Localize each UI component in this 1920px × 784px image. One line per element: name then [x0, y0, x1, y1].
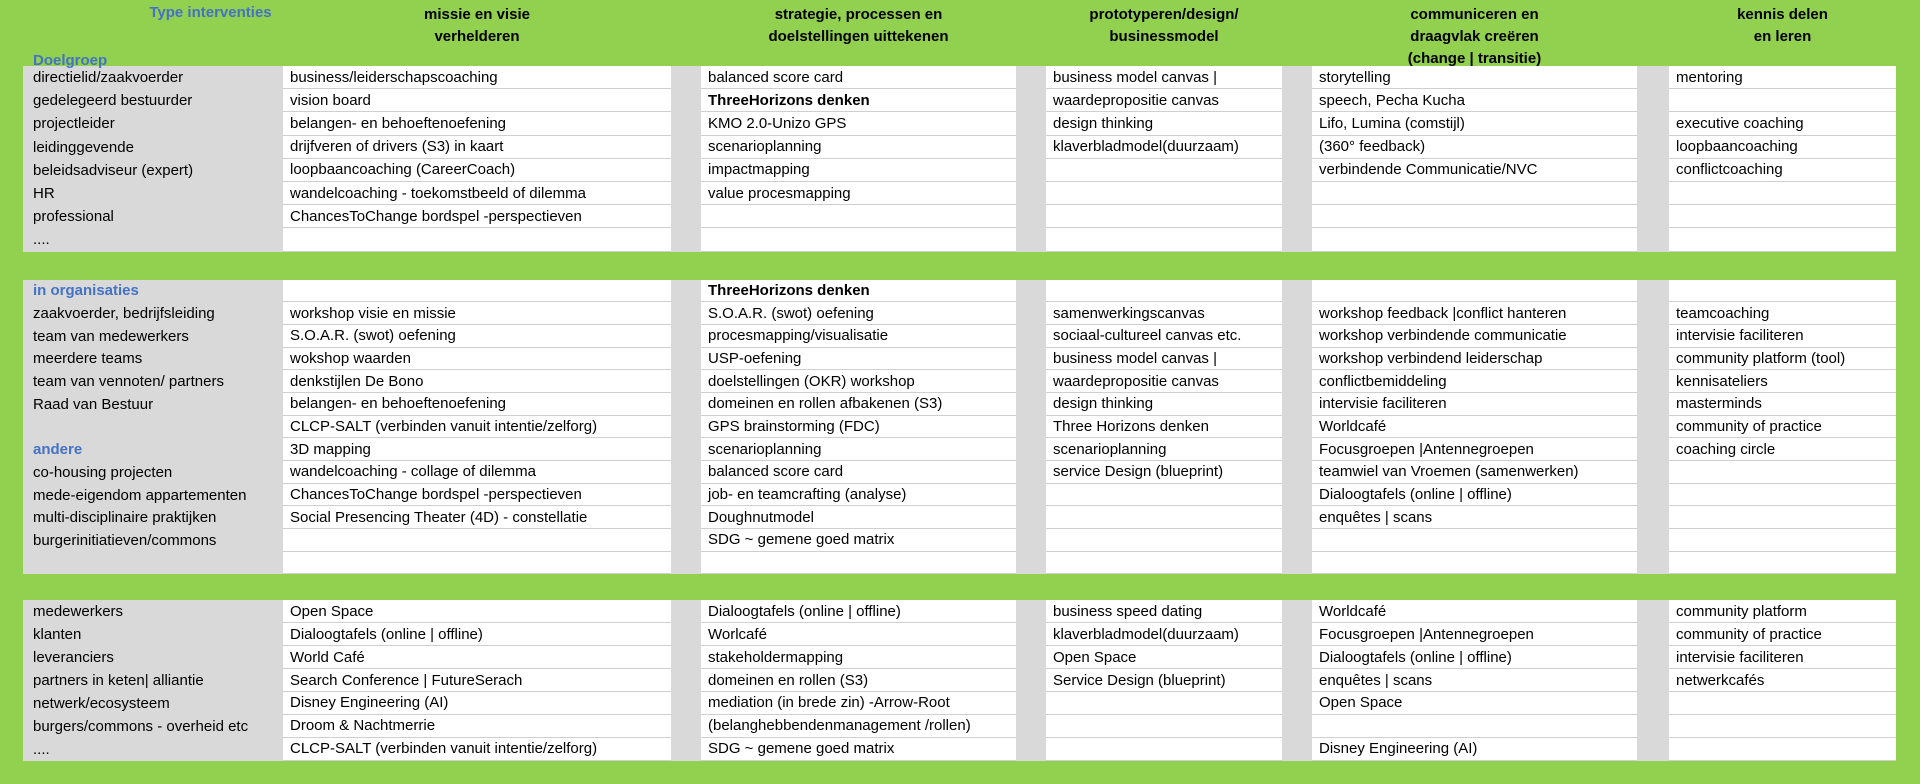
- cell: workshop verbindend leiderschap: [1312, 348, 1637, 371]
- column-header-strategie: [701, 0, 1016, 70]
- cell: waardepropositie canvas: [1046, 370, 1282, 393]
- cell: balanced score card: [701, 66, 1016, 89]
- row-label: netwerk/ecosysteem: [33, 694, 170, 712]
- column-header-line: draagvlak creëren: [1410, 28, 1539, 45]
- cell: [1669, 484, 1896, 507]
- row-label: professional: [33, 208, 114, 226]
- cell: [1046, 692, 1282, 715]
- cell: [283, 552, 671, 575]
- cell: impactmapping: [701, 159, 1016, 182]
- row-label: burgers/commons - overheid etc: [33, 717, 249, 735]
- cell: [1312, 529, 1637, 552]
- cell: Open Space: [1046, 646, 1282, 669]
- column-header-line: verhelderen: [434, 28, 520, 45]
- cell: [1046, 715, 1282, 738]
- cell: value procesmapping: [701, 182, 1016, 205]
- cell: masterminds: [1669, 393, 1896, 416]
- cell: [1669, 89, 1896, 112]
- cell: belangen- en behoeftenoefening: [283, 112, 671, 135]
- cell: domeinen en rollen (S3): [701, 669, 1016, 692]
- cell: [1312, 182, 1637, 205]
- cell: belangen- en behoeftenoefening: [283, 393, 671, 416]
- cell: [1669, 692, 1896, 715]
- cell: [1669, 280, 1896, 303]
- cell: [1046, 159, 1282, 182]
- row-label: leidinggevende: [33, 138, 134, 156]
- cell: conflictbemiddeling: [1312, 370, 1637, 393]
- cell: Dialoogtafels (online | offline): [1312, 646, 1637, 669]
- row-label: ....: [33, 231, 50, 249]
- cell: [1669, 228, 1896, 251]
- cell: ThreeHorizons denken: [701, 280, 1016, 303]
- cell: Disney Engineering (AI): [1312, 738, 1637, 761]
- row-label: partners in keten| alliantie: [33, 672, 204, 690]
- cell: [701, 205, 1016, 228]
- cell: Worldcafé: [1312, 600, 1637, 623]
- cell: S.O.A.R. (swot) oefening: [701, 302, 1016, 325]
- cell: scenarioplanning: [701, 438, 1016, 461]
- cell: KMO 2.0-Unizo GPS: [701, 112, 1016, 135]
- cell: ChancesToChange bordspel -perspectieven: [283, 205, 671, 228]
- cell: [1312, 715, 1637, 738]
- cell: [701, 228, 1016, 251]
- column-header-kennis: [1669, 0, 1896, 70]
- cell: teamcoaching: [1669, 302, 1896, 325]
- column-header-line: (change | transitie): [1407, 50, 1542, 67]
- row-label: multi-disciplinaire praktijken: [33, 509, 217, 527]
- table-header: [23, 0, 1896, 69]
- section-heading: in organisaties: [33, 282, 139, 300]
- cell: coaching circle: [1669, 438, 1896, 461]
- cell: [1312, 205, 1637, 228]
- cell: drijfveren of drivers (S3) in kaart: [283, 136, 671, 159]
- column-header-line: doelstellingen uittekenen: [768, 28, 949, 45]
- cell: Service Design (blueprint): [1046, 669, 1282, 692]
- cell: [1669, 205, 1896, 228]
- cell: Dialoogtafels (online | offline): [701, 600, 1016, 623]
- cell: design thinking: [1046, 112, 1282, 135]
- cell: loopbaancoaching: [1669, 136, 1896, 159]
- cell: mediation (in brede zin) -Arrow-Root: [701, 692, 1016, 715]
- cell: kennisateliers: [1669, 370, 1896, 393]
- cell: service Design (blueprint): [1046, 461, 1282, 484]
- cell: speech, Pecha Kucha: [1312, 89, 1637, 112]
- cell: Focusgroepen |Antennegroepen: [1312, 623, 1637, 646]
- cell: USP-oefening: [701, 348, 1016, 371]
- cell: mentoring: [1669, 66, 1896, 89]
- cell: klaverbladmodel(duurzaam): [1046, 623, 1282, 646]
- cell: SDG ~ gemene goed matrix: [701, 738, 1016, 761]
- cell: wokshop waarden: [283, 348, 671, 371]
- cell: teamwiel van Vroemen (samenwerken): [1312, 461, 1637, 484]
- cell: [283, 280, 671, 303]
- section-divider: [23, 574, 1896, 600]
- row-label: co-housing projecten: [33, 463, 173, 481]
- cell: job- en teamcrafting (analyse): [701, 484, 1016, 507]
- cell: Dialoogtafels (online | offline): [1312, 484, 1637, 507]
- cell: Dialoogtafels (online | offline): [283, 623, 671, 646]
- column-header-prototyperen: [1046, 0, 1282, 70]
- row-label: mede-eigendom appartementen: [33, 486, 247, 504]
- cell: scenarioplanning: [701, 136, 1016, 159]
- cell: [1046, 552, 1282, 575]
- cell: business speed dating: [1046, 600, 1282, 623]
- cell: business model canvas |: [1046, 66, 1282, 89]
- cell: community platform (tool): [1669, 348, 1896, 371]
- column-header-line: businessmodel: [1109, 28, 1219, 45]
- cell: [1046, 529, 1282, 552]
- cell: [1046, 506, 1282, 529]
- row-label: team van medewerkers: [33, 327, 189, 345]
- cell: [1046, 228, 1282, 251]
- cell: procesmapping/visualisatie: [701, 325, 1016, 348]
- cell: Doughnutmodel: [701, 506, 1016, 529]
- cell: [1669, 529, 1896, 552]
- cell: enquêtes | scans: [1312, 669, 1637, 692]
- row-label: team van vennoten/ partners: [33, 373, 224, 391]
- cell: (belanghebbendenmanagement /rollen): [701, 715, 1016, 738]
- cell: CLCP-SALT (verbinden vanuit intentie/zelforg): [283, 416, 671, 439]
- cell: [1312, 552, 1637, 575]
- cell: Disney Engineering (AI): [283, 692, 671, 715]
- column-header-line: communiceren en: [1410, 6, 1539, 23]
- cell: scenarioplanning: [1046, 438, 1282, 461]
- row-label: klanten: [33, 626, 82, 644]
- cell: [1046, 738, 1282, 761]
- cell: Worlcafé: [701, 623, 1016, 646]
- row-label: Raad van Bestuur: [33, 395, 154, 413]
- cell: Open Space: [283, 600, 671, 623]
- cell: community platform: [1669, 600, 1896, 623]
- cell: enquêtes | scans: [1312, 506, 1637, 529]
- cell: [1669, 738, 1896, 761]
- cell: loopbaancoaching (CareerCoach): [283, 159, 671, 182]
- cell: samenwerkingscanvas: [1046, 302, 1282, 325]
- cell: Open Space: [1312, 692, 1637, 715]
- cell: GPS brainstorming (FDC): [701, 416, 1016, 439]
- cell: balanced score card: [701, 461, 1016, 484]
- cell: SDG ~ gemene goed matrix: [701, 529, 1016, 552]
- cell: (360° feedback): [1312, 136, 1637, 159]
- cell: workshop visie en missie: [283, 302, 671, 325]
- cell: executive coaching: [1669, 112, 1896, 135]
- row-label: zaakvoerder, bedrijfsleiding: [33, 305, 215, 323]
- table: [23, 0, 1896, 761]
- section-heading: andere: [33, 441, 83, 459]
- row-label: leveranciers: [33, 649, 114, 667]
- section-divider: [23, 252, 1896, 280]
- cell: S.O.A.R. (swot) oefening: [283, 325, 671, 348]
- cell: Search Conference | FutureSerach: [283, 669, 671, 692]
- row-label: [23, 552, 283, 575]
- column-header-missie: [283, 0, 671, 70]
- row-label: directielid/zaakvoerder: [33, 69, 184, 87]
- row-label: medewerkers: [33, 603, 124, 621]
- cell: Droom & Nachtmerrie: [283, 715, 671, 738]
- cell: [1669, 506, 1896, 529]
- cell: workshop verbindende communicatie: [1312, 325, 1637, 348]
- cell: Three Horizons denken: [1046, 416, 1282, 439]
- column-header-line: prototyperen/design/: [1089, 6, 1239, 23]
- cell: intervisie faciliteren: [1312, 393, 1637, 416]
- column-header-line: missie en visie: [424, 6, 530, 23]
- cell: design thinking: [1046, 393, 1282, 416]
- cell: storytelling: [1312, 66, 1637, 89]
- row-label: HR: [33, 185, 55, 203]
- group-label-doelgroep: Doelgroep: [33, 52, 108, 69]
- cell: business model canvas |: [1046, 348, 1282, 371]
- cell: verbindende Communicatie/NVC: [1312, 159, 1637, 182]
- row-label: ....: [33, 740, 50, 758]
- row-label: beleidsadviseur (expert): [33, 161, 194, 179]
- cell: stakeholdermapping: [701, 646, 1016, 669]
- cell: [1312, 280, 1637, 303]
- cell: [1046, 280, 1282, 303]
- cell: [1046, 205, 1282, 228]
- column-header-line: en leren: [1753, 28, 1812, 45]
- cell: [1669, 715, 1896, 738]
- cell: conflictcoaching: [1669, 159, 1896, 182]
- section-extern: [23, 600, 1896, 760]
- cell: community of practice: [1669, 416, 1896, 439]
- cell: domeinen en rollen afbakenen (S3): [701, 393, 1016, 416]
- cell: wandelcoaching - toekomstbeeld of dilemma: [283, 182, 671, 205]
- row-label: gedelegeerd bestuurder: [33, 92, 193, 110]
- section-doelgroep: [23, 66, 1896, 252]
- cell: World Café: [283, 646, 671, 669]
- cell: ChancesToChange bordspel -perspectieven: [283, 484, 671, 507]
- row-label: burgerinitiatieven/commons: [33, 531, 217, 549]
- cell: sociaal-cultureel canvas etc.: [1046, 325, 1282, 348]
- cell: waardepropositie canvas: [1046, 89, 1282, 112]
- cell: denkstijlen De Bono: [283, 370, 671, 393]
- column-header-line: strategie, processen en: [774, 6, 943, 23]
- cell: community of practice: [1669, 623, 1896, 646]
- column-header-communiceren: [1312, 0, 1637, 70]
- cell: wandelcoaching - collage of dilemma: [283, 461, 671, 484]
- cell: [1669, 182, 1896, 205]
- cell: Focusgroepen |Antennegroepen: [1312, 438, 1637, 461]
- cell: [283, 228, 671, 251]
- cell: workshop feedback |conflict hanteren: [1312, 302, 1637, 325]
- cell: business/leiderschapscoaching: [283, 66, 671, 89]
- row-label: [23, 416, 283, 439]
- cell: intervisie faciliteren: [1669, 646, 1896, 669]
- cell: klaverbladmodel(duurzaam): [1046, 136, 1282, 159]
- cell: [1046, 182, 1282, 205]
- row-label: projectleider: [33, 115, 115, 133]
- cell: Worldcafé: [1312, 416, 1637, 439]
- cell: [1046, 484, 1282, 507]
- header-label-column: [23, 0, 283, 70]
- cell: Social Presencing Theater (4D) - constellatie: [283, 506, 671, 529]
- cell: [1669, 552, 1896, 575]
- section-in-organisaties: [23, 280, 1896, 575]
- cell: vision board: [283, 89, 671, 112]
- cell: [1669, 461, 1896, 484]
- cell: doelstellingen (OKR) workshop: [701, 370, 1016, 393]
- cell: Lifo, Lumina (comstijl): [1312, 112, 1637, 135]
- cell: netwerkcafés: [1669, 669, 1896, 692]
- cell: 3D mapping: [283, 438, 671, 461]
- cell: CLCP-SALT (verbinden vanuit intentie/zelforg): [283, 738, 671, 761]
- row-label: meerdere teams: [33, 350, 143, 368]
- cell: intervisie faciliteren: [1669, 325, 1896, 348]
- cell: [1312, 228, 1637, 251]
- column-header-line: kennis delen: [1737, 6, 1828, 23]
- cell: [283, 529, 671, 552]
- page-title: Type interventies: [149, 4, 272, 21]
- cell: ThreeHorizons denken: [701, 89, 1016, 112]
- cell: [701, 552, 1016, 575]
